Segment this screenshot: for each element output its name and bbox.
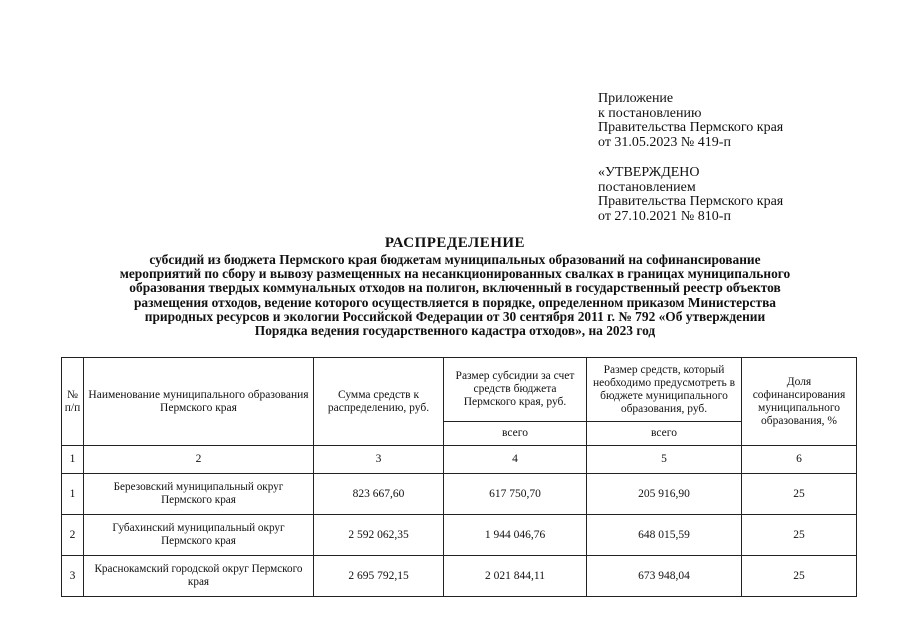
row-num: 1 [62, 474, 84, 515]
approval-line: постановлением [598, 179, 696, 195]
row-name: Березовский муниципальный округ Пермского края [84, 474, 314, 515]
header-subsidy-total: всего [444, 422, 587, 446]
row-sum: 823 667,60 [314, 474, 444, 515]
column-number: 3 [314, 446, 444, 474]
table-row [62, 556, 857, 597]
approval-line: от 27.10.2021 № 810-п [598, 208, 731, 224]
header-num: № п/п [62, 358, 84, 446]
subtitle-line: субсидий из бюджета Пермского края бюджетам муниципальных образований на софинансирование [149, 252, 761, 267]
row-local: 205 916,90 [587, 474, 742, 515]
row-num: 3 [62, 556, 84, 597]
appendix-block [598, 92, 783, 150]
column-number: 5 [587, 446, 742, 474]
approval-line: «УТВЕРЖДЕНО [598, 165, 700, 180]
row-share: 25 [742, 556, 857, 597]
header-local: Размер средств, который необходимо предусмотреть в бюджете муниципального образования, руб. [587, 358, 742, 422]
subtitle-line: размещения отходов, ведение которого осуществляется в порядке, определенном приказом Министерства [133, 294, 777, 310]
appendix-line: к постановлению [598, 105, 702, 121]
column-number: 2 [84, 446, 314, 474]
subtitle-line: образования твердых коммунальных отходов на полигон, включенный в государственный реестр объектов [129, 280, 781, 296]
table-row [62, 474, 857, 515]
row-name: Губахинский муниципальный округ Пермского края [84, 515, 314, 556]
row-subsidy: 1 944 046,76 [444, 515, 587, 556]
row-local: 673 948,04 [587, 556, 742, 597]
row-share: 25 [742, 515, 857, 556]
table-row [62, 515, 857, 556]
row-subsidy: 617 750,70 [444, 474, 587, 515]
header-share: Доля софинансирования муниципального образования, % [742, 358, 857, 446]
distribution-table [61, 357, 857, 597]
row-name: Краснокамский городской округ Пермского края [84, 556, 314, 597]
column-number: 6 [742, 446, 857, 474]
appendix-line: Правительства Пермского края [598, 120, 784, 135]
row-local: 648 015,59 [587, 515, 742, 556]
subtitle-line: природных ресурсов и экологии Российской Федерации от 30 сентября 2011 г. № 792 «Об утверждении [144, 308, 766, 324]
row-sum: 2 592 062,35 [314, 515, 444, 556]
subtitle-line: мероприятий по сбору и вывозу размещенных на несанкционированных свалках в границах муниципального [119, 266, 791, 282]
row-share: 25 [742, 474, 857, 515]
header-sum: Сумма средств к распределению, руб. [314, 358, 444, 446]
appendix-line: Приложение [598, 91, 674, 106]
header-subsidy: Размер субсидии за счет средств бюджета Пермского края, руб. [444, 358, 587, 422]
column-number-row [62, 446, 857, 474]
approval-line: Правительства Пермского края [598, 194, 784, 209]
subtitle-line: Порядка ведения государственного кадастра отходов», на 2023 год [254, 323, 656, 339]
row-sum: 2 695 792,15 [314, 556, 444, 597]
header-name: Наименование муниципального образования Пермского края [84, 358, 314, 446]
document-subtitle [70, 253, 840, 338]
column-number: 4 [444, 446, 587, 474]
column-number: 1 [62, 446, 84, 474]
table-header-row [62, 358, 857, 422]
approval-block [598, 166, 783, 224]
row-num: 2 [62, 515, 84, 556]
document-title: РАСПРЕДЕЛЕНИЕ [384, 235, 526, 251]
row-subsidy: 2 021 844,11 [444, 556, 587, 597]
header-local-total: всего [587, 422, 742, 446]
appendix-line: от 31.05.2023 № 419-п [598, 134, 731, 150]
